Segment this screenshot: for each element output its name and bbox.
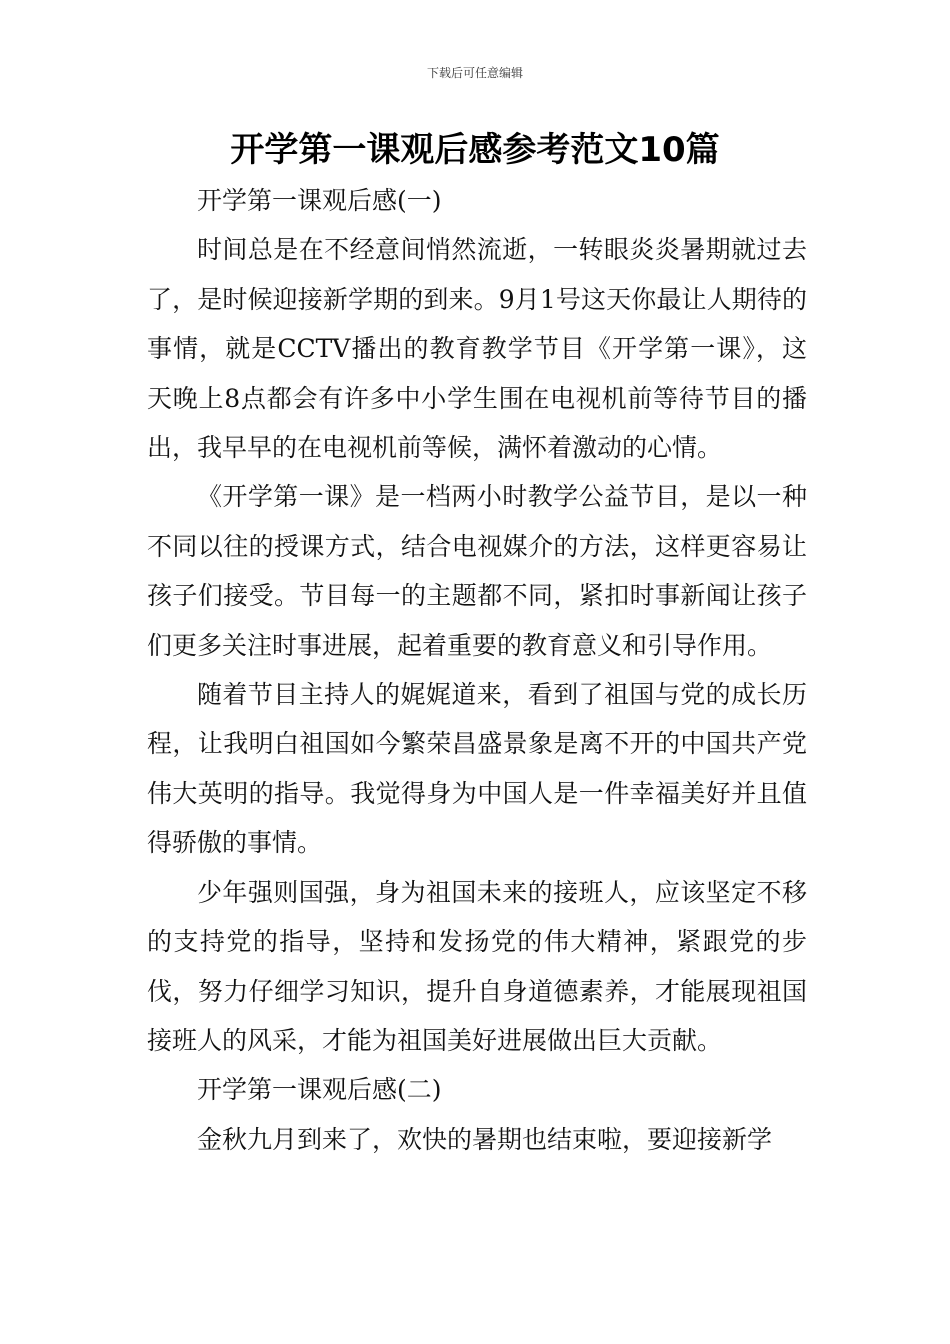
document-body [147, 176, 807, 1164]
document-title: 开学第一课观后感参考范文10篇 [230, 130, 720, 170]
body-paragraph: 少年强则国强，身为祖国未来的接班人，应该坚定不移的支持党的指导，坚持和发扬党的伟大精神，紧跟党的步伐，努力仔细学习知识，提升自身道德素养，才能展现祖国接班人的风采，才能为祖国美好进展做出巨大贡献。 [147, 877, 807, 1055]
body-paragraph: 金秋九月到来了，欢快的暑期也结束啦，要迎接新学 [197, 1124, 773, 1154]
header-note: 下载后可任意编辑 [426, 66, 523, 80]
body-paragraph: 随着节目主持人的娓娓道来，看到了祖国与党的成长历程，让我明白祖国如今繁荣昌盛景象是离不开的中国共产党伟大英明的指导。我觉得身为中国人是一件幸福美好并且值得骄傲的事情。 [147, 680, 807, 858]
body-paragraph: 《开学第一课》是一档两小时教学公益节目，是以一种不同以往的授课方式，结合电视媒介的方法，这样更容易让孩子们接受。节目每一的主题都不同，紧扣时事新闻让孩子们更多关注时事进展，起着重要的教育意义和引导作用。 [147, 482, 807, 660]
body-paragraph: 时间总是在不经意间悄然流逝，一转眼炎炎暑期就过去了，是时候迎接新学期的到来。9月1号这天你最让人期待的事情，就是CCTV播出的教育教学节目《开学第一课》，这天晚上8点都会有许多中小学生围在电视机前等待节目的播出，我早早的在电视机前等候，满怀着激动的心情。 [147, 235, 807, 463]
section-heading-2: 开学第一课观后感(二) [197, 1075, 442, 1105]
section-heading-1: 开学第一课观后感(一) [197, 186, 442, 215]
